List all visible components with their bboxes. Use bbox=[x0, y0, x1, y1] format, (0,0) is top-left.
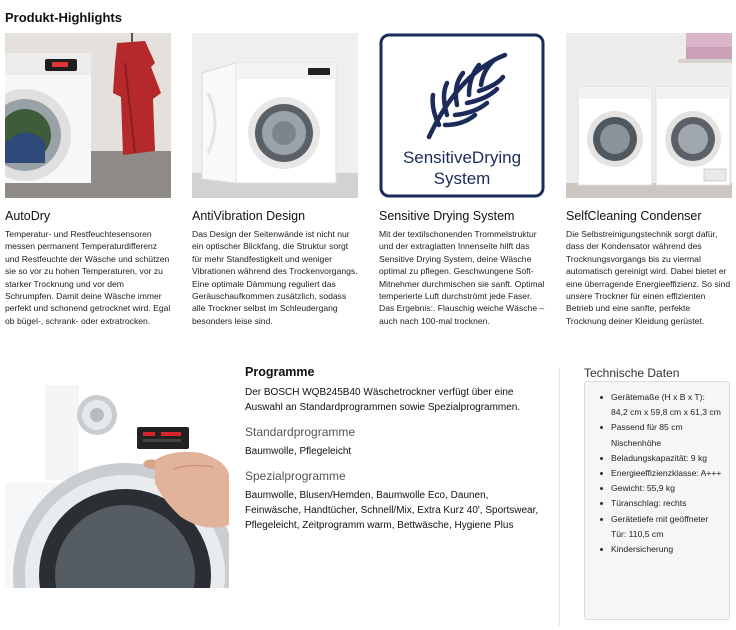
programme-section bbox=[245, 365, 545, 533]
special-programme-title: Spezialprogramme bbox=[245, 469, 346, 483]
feature-title: AutoDry bbox=[5, 209, 51, 223]
feature-title: SelfCleaning Condenser bbox=[566, 209, 702, 223]
programme-title: Programme bbox=[245, 365, 315, 379]
feature-text: Temperatur- und Restfeuchtesensoren messen permanent Temperaturdifferenz und Restfeuchte der Wäsche und schützen sie so vor zu hohen Temperaturen, vor zu starker Trocknung und vor dem Schrumpfen. Damit deine Wäsche immer perfekt und schonend getrocknet wird. Egal ob bügel-, schrank- oder extratrocken. bbox=[5, 229, 171, 326]
tech-data-item: Energieeffizienzklasse: A+++ bbox=[597, 466, 723, 481]
feature-text: Mit der textilschonenden Trommelstruktur und der extraglatten Innenseite hilft das Sensitive Drying System, deine Wäsche optimal zu pflegen. Geschwungene Soft-Mitnehmer durchmischen sie sanft. Optimal temperierte Luft durchströmt jede Faser. Das Ergebnis:. Flauschig weiche Wäsche – auch nach 100-mal trocknen. bbox=[379, 229, 545, 326]
feature-text: Die Selbstreinigungstechnik sorgt dafür, dass der Kondensator während des Trocknungsvorgangs bis zu viermal automatisch gereinigt wird. Dabei bietet er eine überragende Energieeffizienz. So sind unsere Trockner für einen effizienten Betrieb und eine sanfte, perfekte Trocknung deiner Kleidung gerüstet. bbox=[566, 229, 731, 326]
tech-data-item: Passend für 85 cm Nischenhöhe bbox=[597, 420, 723, 450]
autodry-image bbox=[5, 33, 171, 198]
feature-sensitive-drying bbox=[379, 33, 545, 327]
standard-programme-title: Standardprogramme bbox=[245, 425, 356, 439]
feature-selfcleaning bbox=[566, 33, 732, 327]
programme-image bbox=[5, 365, 229, 588]
tech-data-item: Kindersicherung bbox=[597, 542, 723, 557]
logo-line-1: SensitiveDrying bbox=[402, 148, 522, 167]
sensitive-drying-logo bbox=[379, 33, 545, 198]
feature-title: AntiVibration Design bbox=[192, 209, 306, 223]
special-programme-text: Baumwolle, Blusen/Hemden, Baumwolle Eco, Daunen, Feinwäsche, Handtücher, Schnell/Mix, Extra Kurz 40', Sportswear, Pflegeleicht, Zeitprogramm warm, Bettwäsche, Hygiene Plus bbox=[245, 490, 539, 531]
feature-antivibration bbox=[192, 33, 358, 327]
standard-programme-text: Baumwolle, Pflegeleicht bbox=[245, 446, 352, 457]
tech-data-item: Gerätetiefe mit geöffneter Tür: 110,5 cm bbox=[597, 512, 723, 542]
feature-autodry bbox=[5, 33, 171, 327]
logo-line-2: System bbox=[433, 169, 491, 188]
programme-intro: Der BOSCH WQB245B40 Wäschetrockner verfügt über eine Auswahl an Standardprogrammen sowie Spezialprogrammen. bbox=[245, 387, 521, 413]
tech-data-box bbox=[584, 381, 730, 620]
tech-data-item: Beladungskapazität: 9 kg bbox=[597, 451, 723, 466]
tech-data-item: Gewicht: 55,9 kg bbox=[597, 481, 723, 496]
feature-title: Sensitive Drying System bbox=[379, 209, 515, 223]
feature-text: Das Design der Seitenwände ist nicht nur ein optischer Blickfang, die Struktur sorgt für mehr Standfestigkeit und weniger Vibrationen während des Trockenvorgangs. Eine optimale Dämmung reguliert das Geräuschaufkommen zusätzlich, sodass alle Trockner selbst im Schleudergang besonders leise sind. bbox=[192, 229, 358, 326]
tech-title: Technische Daten bbox=[584, 366, 680, 380]
tech-data-item: Türanschlag: rechts bbox=[597, 496, 723, 511]
tech-data-list bbox=[585, 382, 729, 557]
antivibration-image bbox=[192, 33, 358, 198]
selfcleaning-image bbox=[566, 33, 732, 198]
tech-data-item: Gerätemaße (H x B x T): 84,2 cm x 59,8 cm x 61,3 cm bbox=[597, 390, 723, 420]
section-title: Produkt-Highlights bbox=[5, 10, 122, 25]
vertical-divider bbox=[559, 368, 560, 626]
